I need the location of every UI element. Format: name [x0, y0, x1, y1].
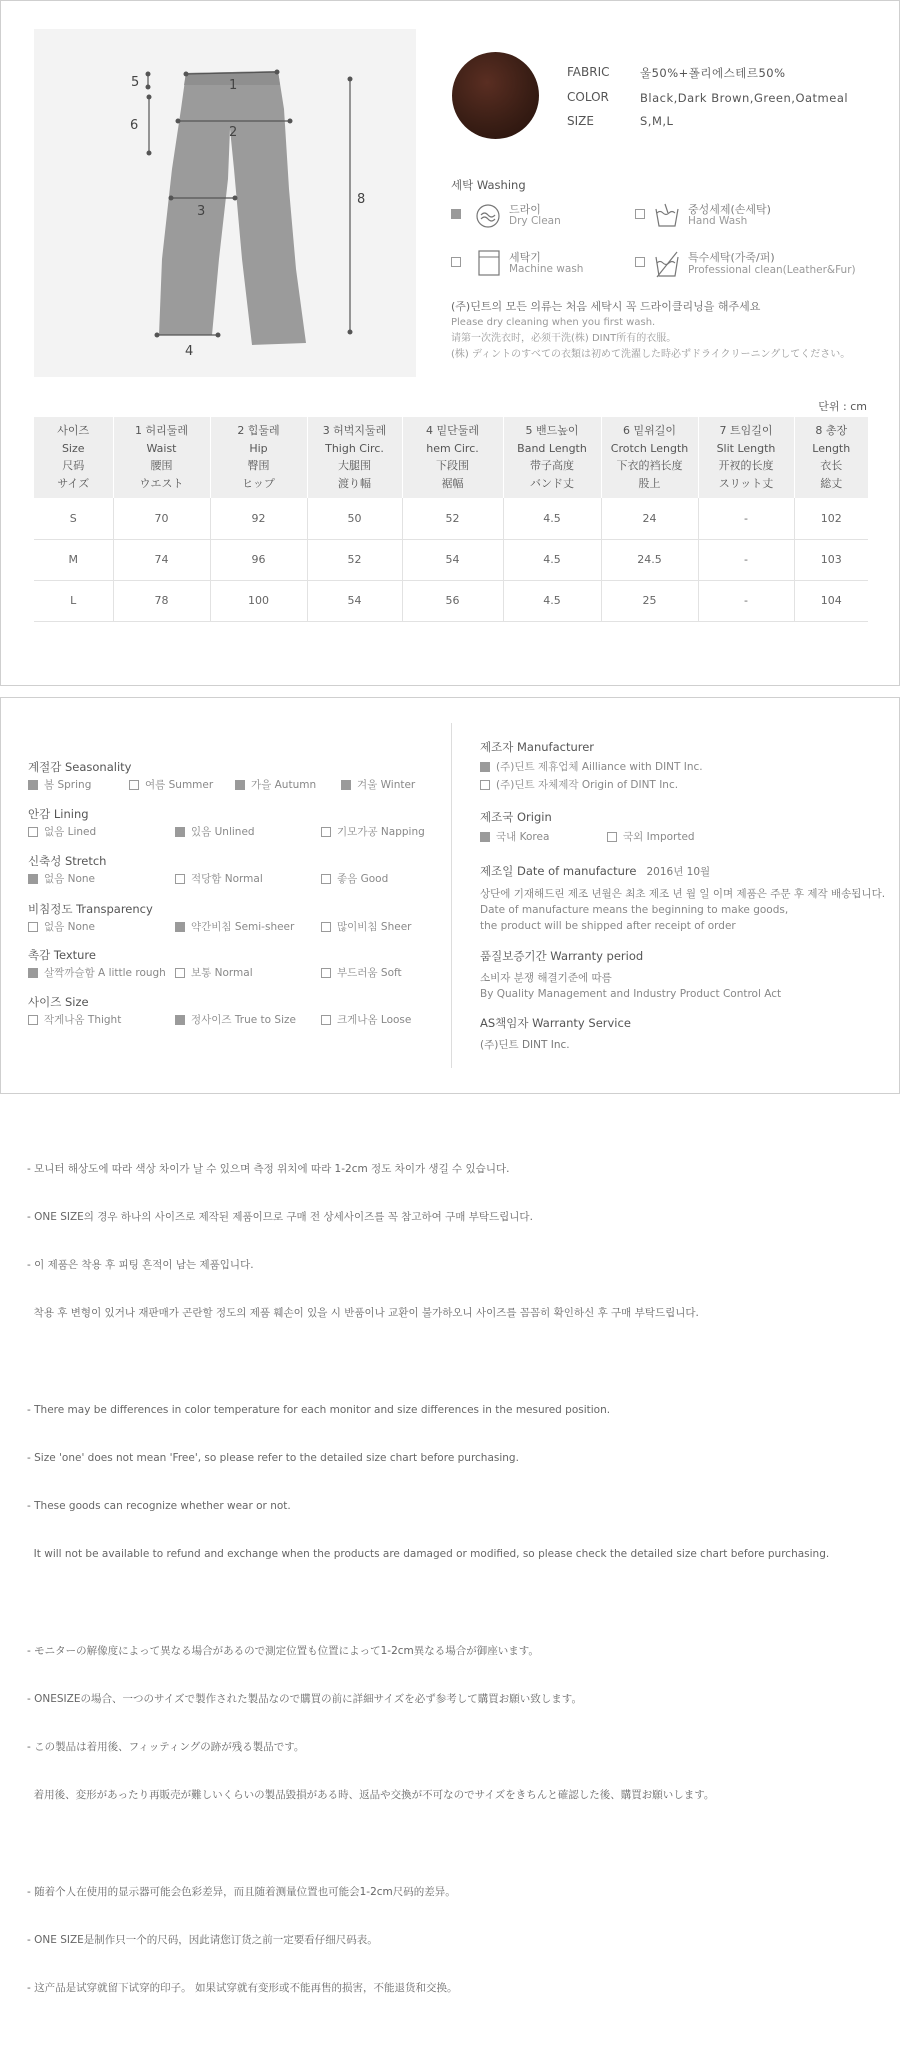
checkbox-checked[interactable] [175, 827, 185, 837]
washing-note: 请第一次洗衣时，必须干洗(株) DINT所有的衣服。 [451, 333, 677, 344]
checkbox[interactable] [321, 922, 331, 932]
washing-title: 세탁 Washing [451, 178, 526, 192]
notice-line: - Size 'one' does not mean 'Free', so please refer to the detailed size chart before purchasing. [27, 1452, 519, 1464]
fabric-swatch [452, 52, 539, 139]
table-cell: 24.5 [601, 539, 698, 580]
wash-option-ko: 세탁기 [509, 251, 541, 264]
notice-line: - ONESIZEの場合、一つのサイズで製作された製品なので購買の前に詳細サイズを必ず参考して購買お願い致します。 [27, 1693, 582, 1705]
option-autumn[interactable]: 가을 Autumn [235, 778, 316, 792]
table-cell: 52 [402, 498, 503, 539]
origin-korea[interactable]: 국내 Korea [480, 830, 549, 844]
size-label: SIZE [567, 114, 594, 128]
date-note: Date of manufacture means the beginning to make goods, [480, 904, 789, 916]
notice-line: - There may be differences in color temperature for each monitor and size differences in the mesured position. [27, 1404, 611, 1416]
checkbox[interactable] [607, 832, 617, 842]
notice-line: - 모니터 해상도에 따라 색상 차이가 날 수 있으며 측정 위치에 따라 1-2cm 정도 차이가 생길 수 있습니다. [27, 1163, 510, 1175]
warranty-note: 소비자 분쟁 해결기준에 따름 [480, 972, 612, 984]
table-cell: 96 [210, 539, 307, 580]
washing-machine-icon [477, 249, 501, 277]
attribute-size [28, 994, 438, 1030]
diagram-label-3: 3 [197, 204, 206, 219]
option-transparency-none[interactable]: 없음 None [28, 920, 95, 934]
size-table-row [34, 580, 868, 621]
product-detail-panel [0, 0, 900, 686]
option-rough[interactable]: 살짝까슬함 A little rough [28, 966, 166, 980]
table-cell: 52 [307, 539, 402, 580]
waist-header-cell: 1 허리둘레 Waist 腰围 ウエスト [113, 417, 210, 498]
table-cell: 78 [113, 580, 210, 621]
date-note: 상단에 기재해드린 제조 년월은 최초 제조 년 월 일 이며 제품은 주문 후 제작 배송됩니다. [480, 888, 886, 900]
as-title: AS책임자 Warranty Service [480, 1016, 631, 1030]
diagram-label-1: 1 [229, 78, 238, 93]
dry-clean-icon [475, 203, 501, 229]
checkbox[interactable] [28, 827, 38, 837]
diagram-label-8: 8 [357, 192, 366, 207]
table-cell: 102 [794, 498, 868, 539]
notice-group-en [27, 1370, 887, 1594]
checkbox-checked[interactable] [28, 968, 38, 978]
thigh-header-cell: 3 허벅지둘레 Thigh Circ. 大腿围 渡り幅 [307, 417, 402, 498]
attribute-seasonality [28, 759, 438, 795]
attribute-texture [28, 947, 438, 983]
checkbox-checked[interactable] [175, 1015, 185, 1025]
date-value: 2016년 10월 [646, 866, 711, 878]
attribute-lining [28, 806, 438, 842]
attribute-title: 비침정도 Transparency [28, 902, 153, 916]
attribute-title: 계절감 Seasonality [28, 760, 132, 774]
checkbox[interactable] [321, 827, 331, 837]
wash-option-en: Professional clean(Leather&Fur) [688, 264, 856, 276]
wash-option-hand [635, 201, 835, 231]
table-cell: S [34, 498, 113, 539]
checkbox[interactable] [635, 257, 645, 267]
notice-line: - 随着个人在使用的显示器可能会色彩差异，而且随着测量位置也可能会1-2cm尺码的差异。 [27, 1886, 456, 1898]
checkbox-checked[interactable] [341, 780, 351, 790]
attributes-panel [0, 697, 900, 1094]
table-cell: 4.5 [503, 498, 601, 539]
checkbox-checked[interactable] [480, 762, 490, 772]
table-cell: 92 [210, 498, 307, 539]
option-texture-normal[interactable]: 보통 Normal [175, 966, 253, 980]
color-value: Black,Dark Brown,Green,Oatmeal [640, 91, 849, 105]
washing-note: (주)딘트의 모든 의류는 처음 세탁시 꼭 드라이클리닝을 해주세요 [451, 300, 761, 313]
checkbox[interactable] [28, 1015, 38, 1025]
notice-line: - モニターの解像度によって異なる場合があるので測定位置も位置によって1-2cm異なる場合が御座います。 [27, 1645, 539, 1657]
washing-note: Please dry cleaning when you first wash. [451, 317, 656, 328]
option-lined[interactable]: 없음 Lined [28, 825, 96, 839]
wash-option-ko: 중성세제(손세탁) [688, 203, 771, 216]
checkbox[interactable] [28, 922, 38, 932]
size-unit: 단위 : cm [818, 400, 867, 413]
option-soft[interactable]: 부드러움 Soft [321, 966, 402, 980]
hem-header-cell: 4 밑단둘레 hem Circ. 下段围 裾幅 [402, 417, 503, 498]
size-value: S,M,L [640, 114, 674, 128]
wash-option-machine [451, 249, 621, 279]
checkbox-checked[interactable] [235, 780, 245, 790]
table-cell: 56 [402, 580, 503, 621]
washing-note: (株) ディントのすべての衣類は初めて洗濯した時必ずドライクリーニングしてください。 [451, 349, 851, 360]
size-table [34, 417, 868, 622]
washing-notes [451, 299, 850, 363]
option-spring[interactable]: 봄 Spring [28, 778, 91, 792]
diagram-label-5: 5 [131, 75, 140, 90]
checkbox[interactable] [321, 1015, 331, 1025]
origin-imported[interactable]: 국외 Imported [607, 830, 695, 844]
slit-header-cell: 7 트임길이 Slit Length 开衩的长度 スリット丈 [698, 417, 794, 498]
diagram-label-2: 2 [229, 125, 238, 140]
notice-line: - These goods can recognize whether wear or not. [27, 1500, 291, 1512]
wash-option-en: Dry Clean [509, 215, 561, 227]
checkbox[interactable] [175, 968, 185, 978]
professional-clean-icon [653, 249, 681, 279]
attribute-stretch [28, 853, 438, 889]
checkbox-checked[interactable] [480, 832, 490, 842]
panel-divider [451, 723, 452, 1068]
fabric-value: 울50%+폴리에스테르50% [640, 66, 786, 80]
table-cell: - [698, 539, 794, 580]
color-label: COLOR [567, 90, 609, 104]
size-table-header-row [34, 417, 868, 498]
attribute-title: 사이즈 Size [28, 995, 89, 1009]
diagram-label-4: 4 [185, 344, 194, 359]
warranty-note: By Quality Management and Industry Product Control Act [480, 988, 782, 1000]
option-summer[interactable]: 여름 Summer [129, 778, 213, 792]
warranty-section [480, 948, 890, 1002]
option-winter[interactable]: 겨울 Winter [341, 778, 415, 792]
table-cell: 54 [402, 539, 503, 580]
notice-group-ja [27, 1611, 887, 1835]
date-section [480, 863, 895, 934]
checkbox-checked[interactable] [28, 874, 38, 884]
table-cell: 50 [307, 498, 402, 539]
option-unlined[interactable]: 있음 Unlined [175, 825, 255, 839]
hand-wash-icon [653, 201, 681, 229]
table-cell: 74 [113, 539, 210, 580]
notice-line: - この製品は着用後、フィッティングの跡が残る製品です。 [27, 1741, 305, 1753]
manufacturer-option[interactable]: (주)딘트 자체제작 Origin of DINT Inc. [480, 778, 890, 792]
date-note: the product will be shipped after receipt of order [480, 920, 736, 932]
crotch-header-cell: 6 밑위길이 Crotch Length 下衣的裆长度 股上 [601, 417, 698, 498]
option-true-to-size[interactable]: 정사이즈 True to Size [175, 1013, 296, 1027]
table-cell: 4.5 [503, 580, 601, 621]
diagram-label-6: 6 [130, 118, 139, 133]
notice-group-ko [27, 1129, 887, 1353]
checkbox[interactable] [175, 874, 185, 884]
checkbox-checked[interactable] [451, 209, 461, 219]
table-cell: 24 [601, 498, 698, 539]
option-tight[interactable]: 작게나옴 Thight [28, 1013, 121, 1027]
notice-section [27, 1129, 887, 2045]
table-cell: 70 [113, 498, 210, 539]
notice-line: - 这产品是试穿就留下试穿的印子。 如果试穿就有变形或不能再售的损害，不能退货和交换。 [27, 1982, 458, 1994]
fabric-label: FABRIC [567, 65, 610, 79]
notice-group-zh [27, 1852, 887, 2028]
table-cell: 54 [307, 580, 402, 621]
table-cell: 25 [601, 580, 698, 621]
attribute-title: 신축성 Stretch [28, 854, 107, 868]
checkbox[interactable] [451, 257, 461, 267]
origin-section [480, 809, 890, 844]
wash-option-en: Hand Wash [688, 215, 748, 227]
option-stretch-good[interactable]: 좋음 Good [321, 872, 388, 886]
option-napping[interactable]: 기모가공 Napping [321, 825, 425, 839]
option-loose[interactable]: 크게나옴 Loose [321, 1013, 411, 1027]
table-cell: 104 [794, 580, 868, 621]
attribute-transparency [28, 901, 438, 937]
wash-option-ko: 드라이 [509, 203, 541, 216]
checkbox[interactable] [321, 874, 331, 884]
hip-header-cell: 2 힙둘레 Hip 臀围 ヒップ [210, 417, 307, 498]
attribute-title: 안감 Lining [28, 807, 89, 821]
wash-option-ko: 특수세탁(가죽/퍼) [688, 251, 775, 264]
checkbox[interactable] [635, 209, 645, 219]
size-header-cell: 사이즈 Size 尺码 サイズ [34, 417, 113, 498]
checkbox-checked[interactable] [175, 922, 185, 932]
checkbox[interactable] [129, 780, 139, 790]
size-table-row [34, 539, 868, 580]
table-cell: 103 [794, 539, 868, 580]
table-cell: - [698, 498, 794, 539]
length-header-cell: 8 총장 Length 衣长 総丈 [794, 417, 868, 498]
wash-option-professional [635, 249, 865, 281]
origin-title: 제조국 Origin [480, 810, 552, 824]
notice-line: It will not be available to refund and exchange when the products are damaged or modified, so please check the detailed size chart before purchasing. [27, 1548, 830, 1560]
table-cell: 4.5 [503, 539, 601, 580]
checkbox[interactable] [480, 780, 490, 790]
wash-option-dry [451, 201, 621, 231]
checkbox-checked[interactable] [28, 780, 38, 790]
manufacturer-section [480, 739, 890, 792]
notice-line: 着用後、変形があったり再販売が難しいくらいの製品毀損がある時、返品や交換が不可なのでサイズをきちんと確認した後、購買お願いします。 [27, 1789, 715, 1801]
table-cell: L [34, 580, 113, 621]
band-header-cell: 5 밴드높이 Band Length 带子高度 バンド丈 [503, 417, 601, 498]
option-sheer[interactable]: 많이비침 Sheer [321, 920, 411, 934]
option-stretch-none[interactable]: 없음 None [28, 872, 95, 886]
notice-line: 착용 후 변형이 있거나 재판매가 곤란할 정도의 제품 훼손이 있을 시 반품이나 교환이 불가하오니 사이즈를 꼼꼼히 확인하신 후 구매 부탁드립니다. [27, 1307, 699, 1319]
table-cell: 100 [210, 580, 307, 621]
table-cell: - [698, 580, 794, 621]
option-stretch-normal[interactable]: 적당함 Normal [175, 872, 263, 886]
notice-line: - 이 제품은 착용 후 피팅 흔적이 남는 제품입니다. [27, 1259, 254, 1271]
warranty-title: 품질보증기간 Warranty period [480, 949, 644, 963]
notice-line: - ONE SIZE의 경우 하나의 사이즈로 제작된 제품이므로 구매 전 상세사이즈를 꼭 참고하여 구매 부탁드립니다. [27, 1211, 533, 1223]
manufacturer-title: 제조자 Manufacturer [480, 740, 595, 754]
as-value: (주)딘트 DINT Inc. [480, 1039, 570, 1051]
as-section [480, 1015, 890, 1052]
size-table-row [34, 498, 868, 539]
wash-option-en: Machine wash [509, 263, 584, 275]
attribute-title: 촉감 Texture [28, 948, 96, 962]
manufacturer-option[interactable]: (주)딘트 제휴업체 Ailliance with DINT Inc. [480, 760, 890, 774]
checkbox[interactable] [321, 968, 331, 978]
date-title: 제조일 Date of manufacture [480, 864, 637, 878]
notice-line: - ONE SIZE是制作只一个的尺码，因此请您订货之前一定要看仔细尺码表。 [27, 1934, 378, 1946]
pants-diagram [34, 29, 416, 377]
option-semi-sheer[interactable]: 약간비침 Semi-sheer [175, 920, 294, 934]
table-cell: M [34, 539, 113, 580]
